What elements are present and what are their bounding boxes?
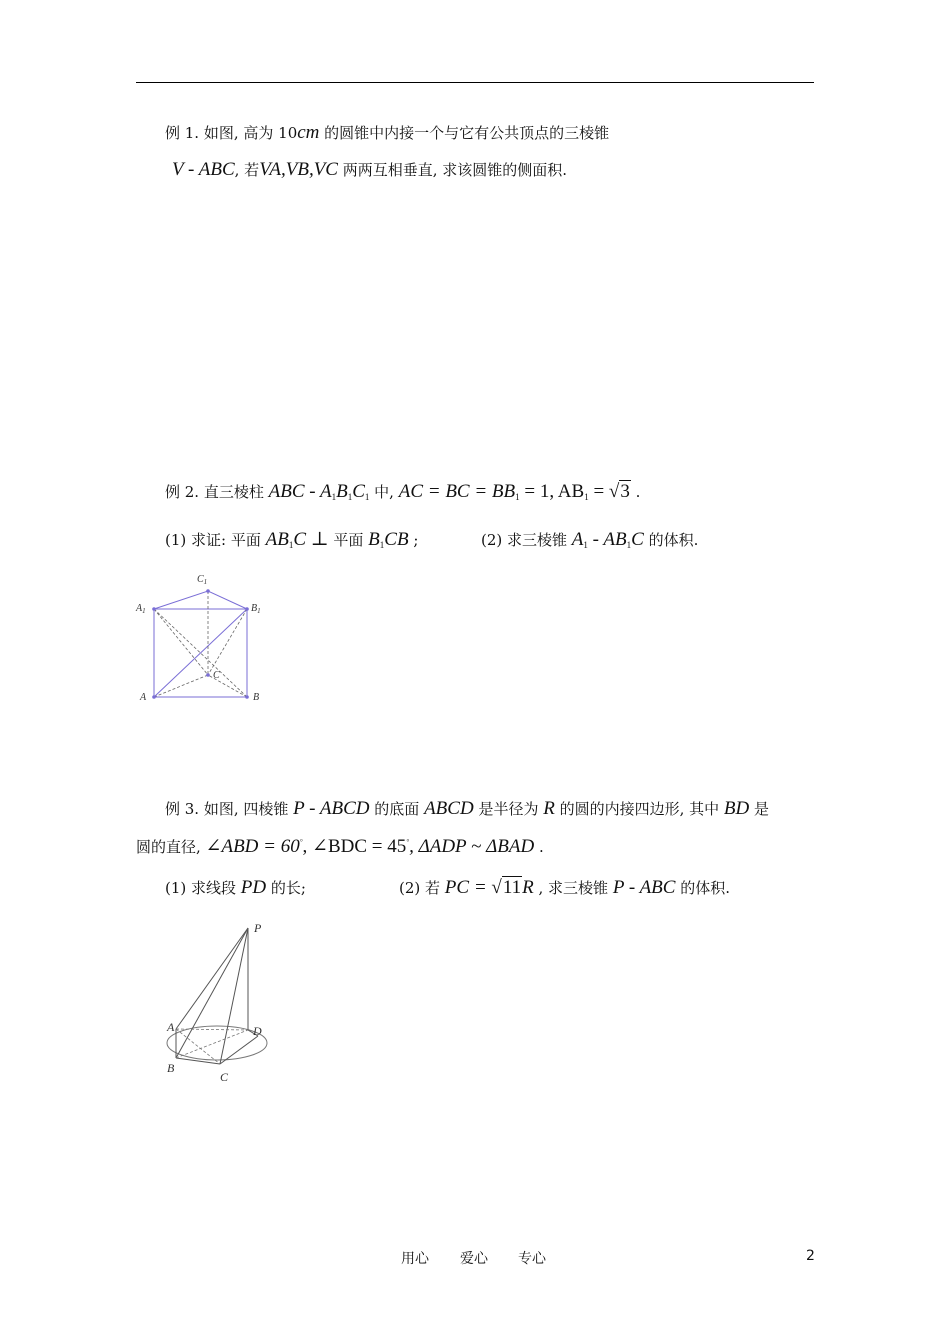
label-c1: $C_1$ [197, 574, 208, 586]
pyramid-vabc: V - ABC [172, 159, 235, 180]
unit-cm: cm [297, 122, 320, 143]
label-a1: $A_1$ [136, 603, 146, 615]
footer-text-2: 爱心 [460, 1251, 488, 1267]
ex3-q1: (1) 求线段 PD 的长; [165, 877, 306, 898]
footer-text-1: 用心 [401, 1251, 429, 1267]
footer-text-3: 专心 [518, 1251, 546, 1267]
header-rule [136, 82, 814, 83]
ex2-q1: (1) 求证: 平面 $AB_1C$ ⊥ 平面 $B_1CB$ ; [165, 529, 419, 550]
page-number: 2 [806, 1248, 815, 1264]
label-a: A [140, 692, 147, 703]
label-a: A [167, 1020, 175, 1034]
label-c: C [213, 670, 220, 681]
label-p: P [254, 921, 262, 935]
label-b: B [167, 1061, 175, 1075]
ex3-line2: 圆的直径, ∠ABD = 60°, ∠BDC = 45°, ΔADP ~ ΔBAD . [136, 836, 544, 857]
label-b1: $B_1$ [251, 603, 261, 615]
edges: VA,VB,VC [259, 159, 338, 180]
label-c: C [220, 1070, 229, 1084]
ex1-line2: V - ABC, 若VA,VB,VC 两两互相垂直, 求该圆锥的侧面积. [172, 159, 568, 180]
ex2-line1: 例 2. 直三棱柱 ABC - $A_1B_1C_1$ 中, AC = BC = $BB_1 = 1$, $AB_1 = √3$ . [165, 481, 641, 502]
label-b: B [253, 692, 260, 703]
label-d: D [253, 1024, 262, 1038]
prism: ABC - $A_1B_1C_1$ [268, 481, 370, 502]
ex1-line1: 例 1. 如图, 高为 10cm 的圆锥中内接一个与它有公共顶点的三棱锥 [165, 122, 610, 143]
condition: AC = BC = $BB_1 = 1$, $AB_1 = √3$ [398, 481, 630, 502]
prism-figure [130, 565, 280, 710]
ex3-line1: 例 3. 如图, 四棱锥 P - ABCD 的底面 ABCD 是半径为 R 的圆的内接四边形, 其中 BD 是 [165, 798, 770, 819]
ex3-q2: (2) 若 PC = √11R , 求三棱锥 P - ABC 的体积. [399, 877, 731, 898]
pyramid-figure [160, 918, 280, 1088]
ex2-q2: (2) 求三棱锥 $A_1 - AB_1C$ 的体积. [481, 529, 699, 550]
